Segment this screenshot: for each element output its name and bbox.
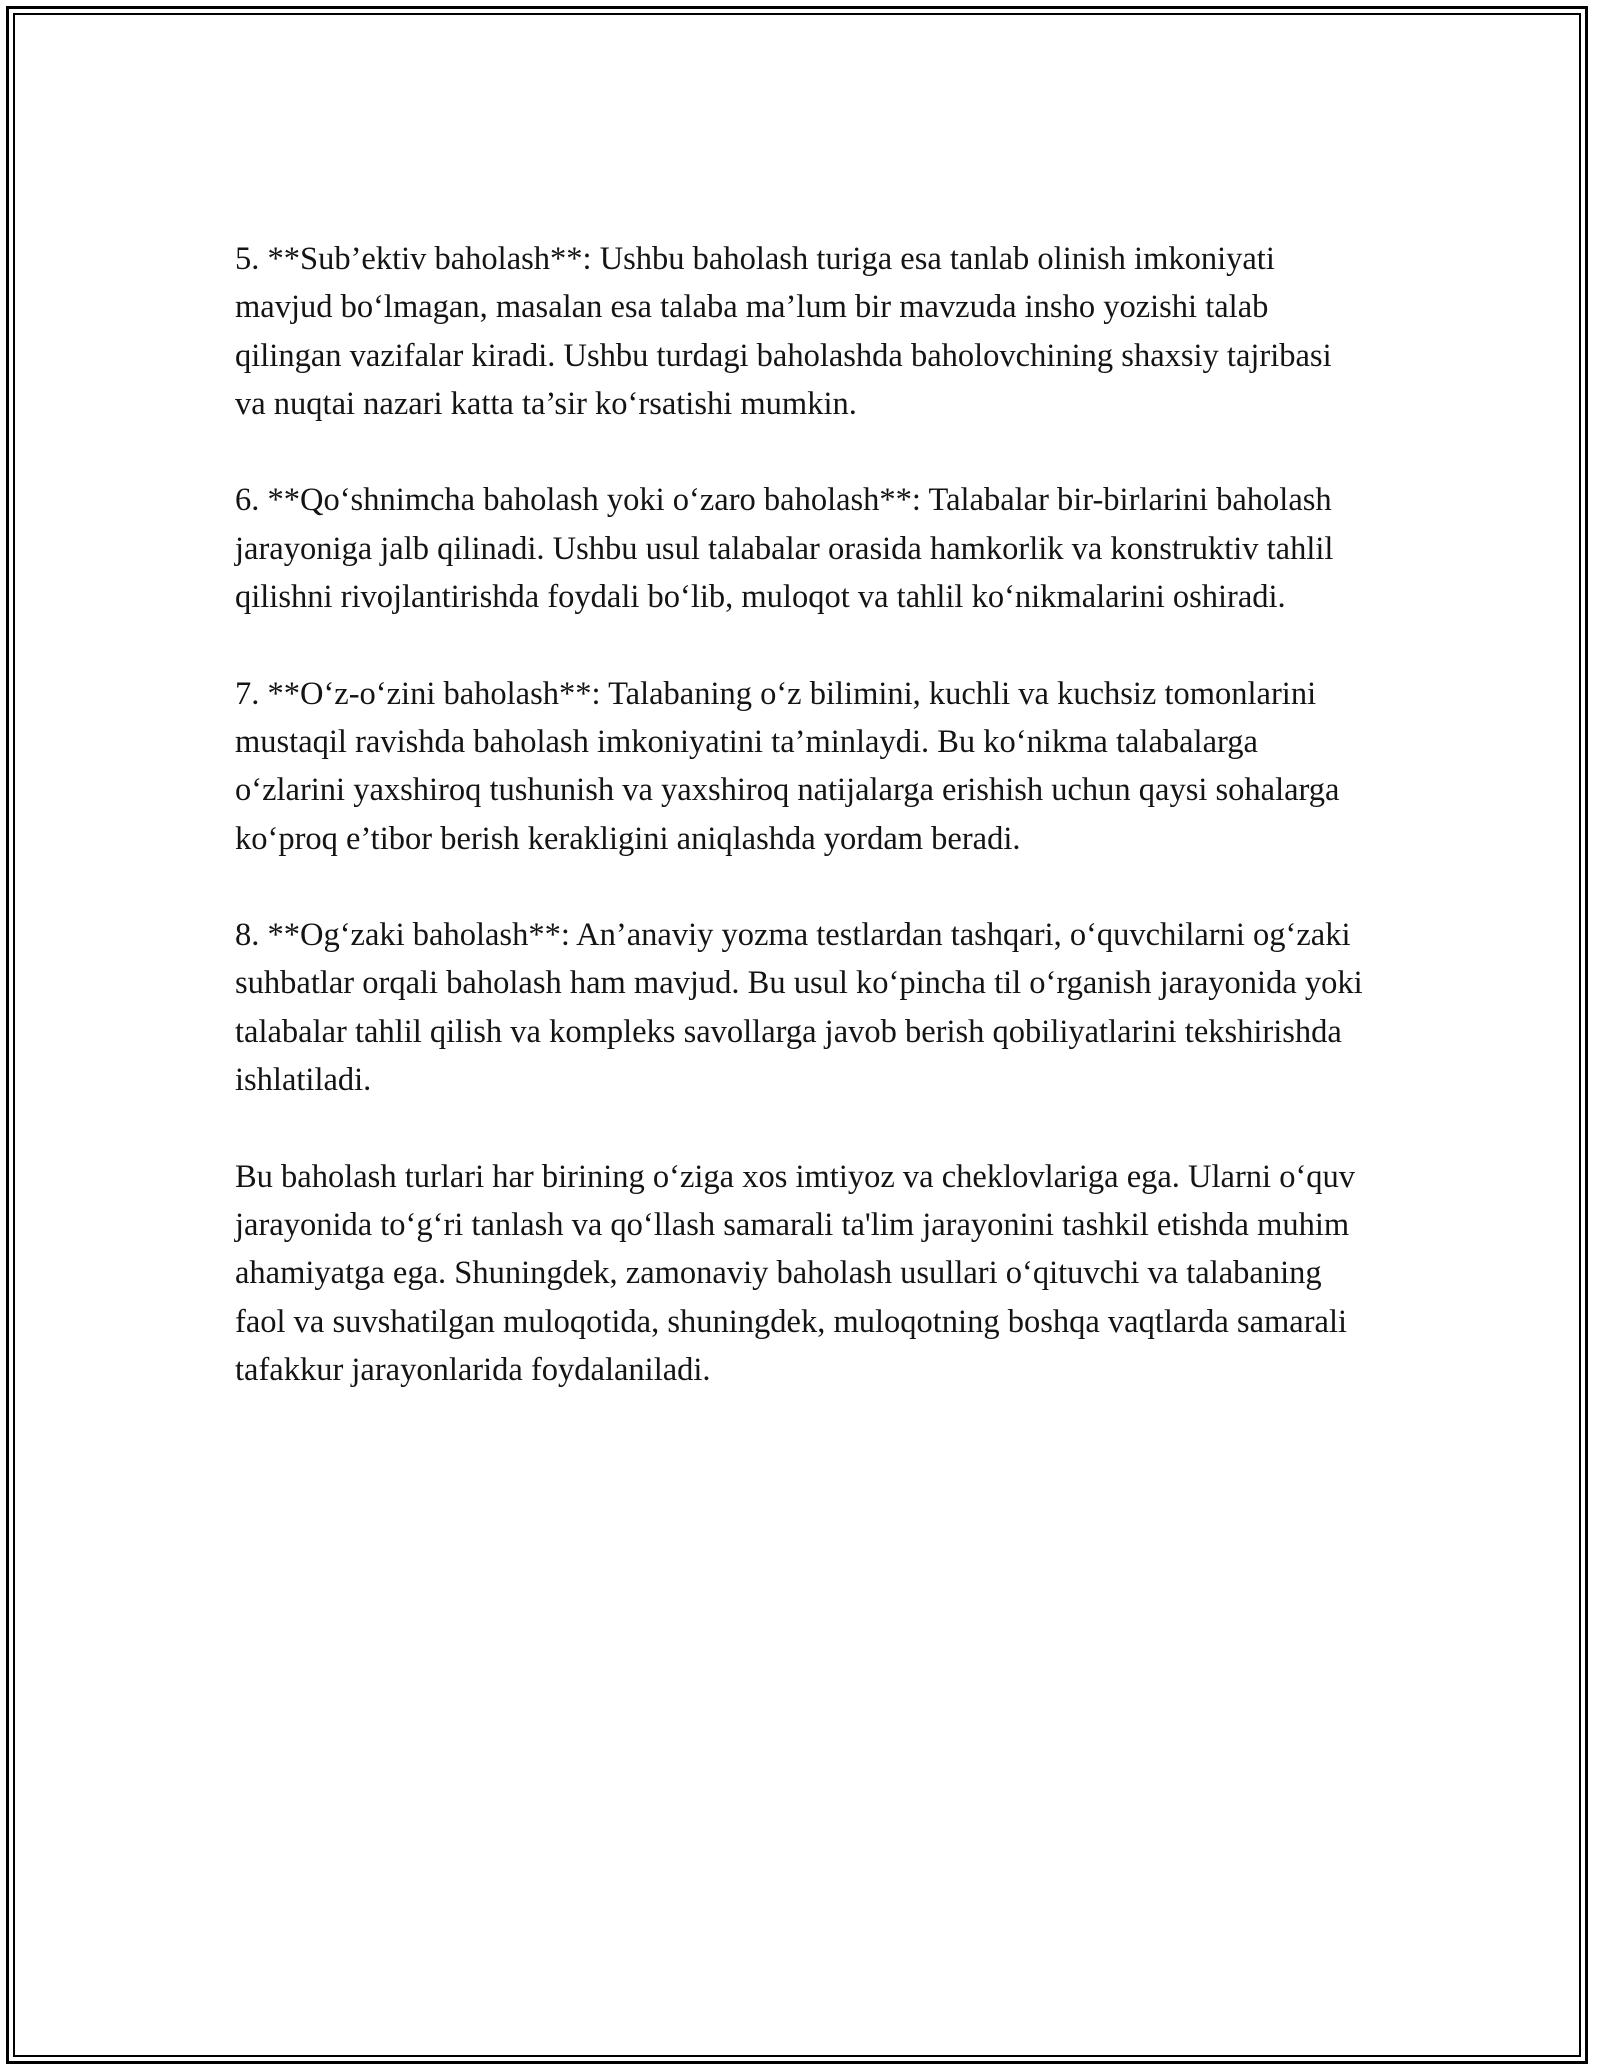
paragraph-self-assessment: 7. **O‘z-o‘zini baholash**: Talabaning o‘z bilimini, kuchli va kuchsiz tomonlarini mustaqil ravishda baholash imkoniyatini ta’minlaydi. Bu ko‘nikma talabalarga o‘zlarini yaxshiroq tushunish va yaxshiroq natijalarga erishish uchun qaysi sohalarga ko‘proq e’tibor berish kerakligini aniqlashda yordam beradi. (235, 675, 1340, 857)
document-body (235, 235, 1365, 1442)
paragraph-subjective-assessment: 5. **Sub’ektiv baholash**: Ushbu baholash turiga esa tanlab olinish imkoniyati mavjud bo‘lmagan, masalan esa talaba ma’lum bir mavzuda insho yozishi talab qilingan vazifalar kiradi. Ushbu turdagi baholashda baholovchining shaxsiy tajribasi va nuqtai nazari katta ta’sir ko‘rsatishi mumkin. (235, 241, 1332, 422)
paragraph-peer-assessment: 6. **Qo‘shnimcha baholash yoki o‘zaro baholash**: Talabalar bir-birlarini baholash jarayoniga jalb qilinadi. Ushbu usul talabalar orasida hamkorlik va konstruktiv tahlil qilishni rivojlantirishda foydali bo‘lib, muloqot va tahlil ko‘nikmalarini oshiradi. (235, 482, 1334, 616)
paragraph-conclusion: Bu baholash turlari har birining o‘ziga xos imtiyoz va cheklovlariga ega. Ularni o‘quv jarayonida to‘g‘ri tanlash va qo‘llash samarali ta'lim jarayonini tashkil etishda muhim ahamiyatga ega. Shuningdek, zamonaviy baholash usullari o‘qituvchi va talabaning faol va suvshatilgan muloqotida, shuningdek, muloqotning boshqa vaqtlarda samarali tafakkur jarayonlarida foydalaniladi. (235, 1158, 1356, 1388)
paragraph-oral-assessment: 8. **Og‘zaki baholash**: An’anaviy yozma testlardan tashqari, o‘quvchilarni og‘zaki suhbatlar orqali baholash ham mavjud. Bu usul ko‘pincha til o‘rganish jarayonida yoki talabalar tahlil qilish va kompleks savollarga javob berish qobiliyatlarini tekshirishda ishlatiladi. (235, 917, 1363, 1099)
